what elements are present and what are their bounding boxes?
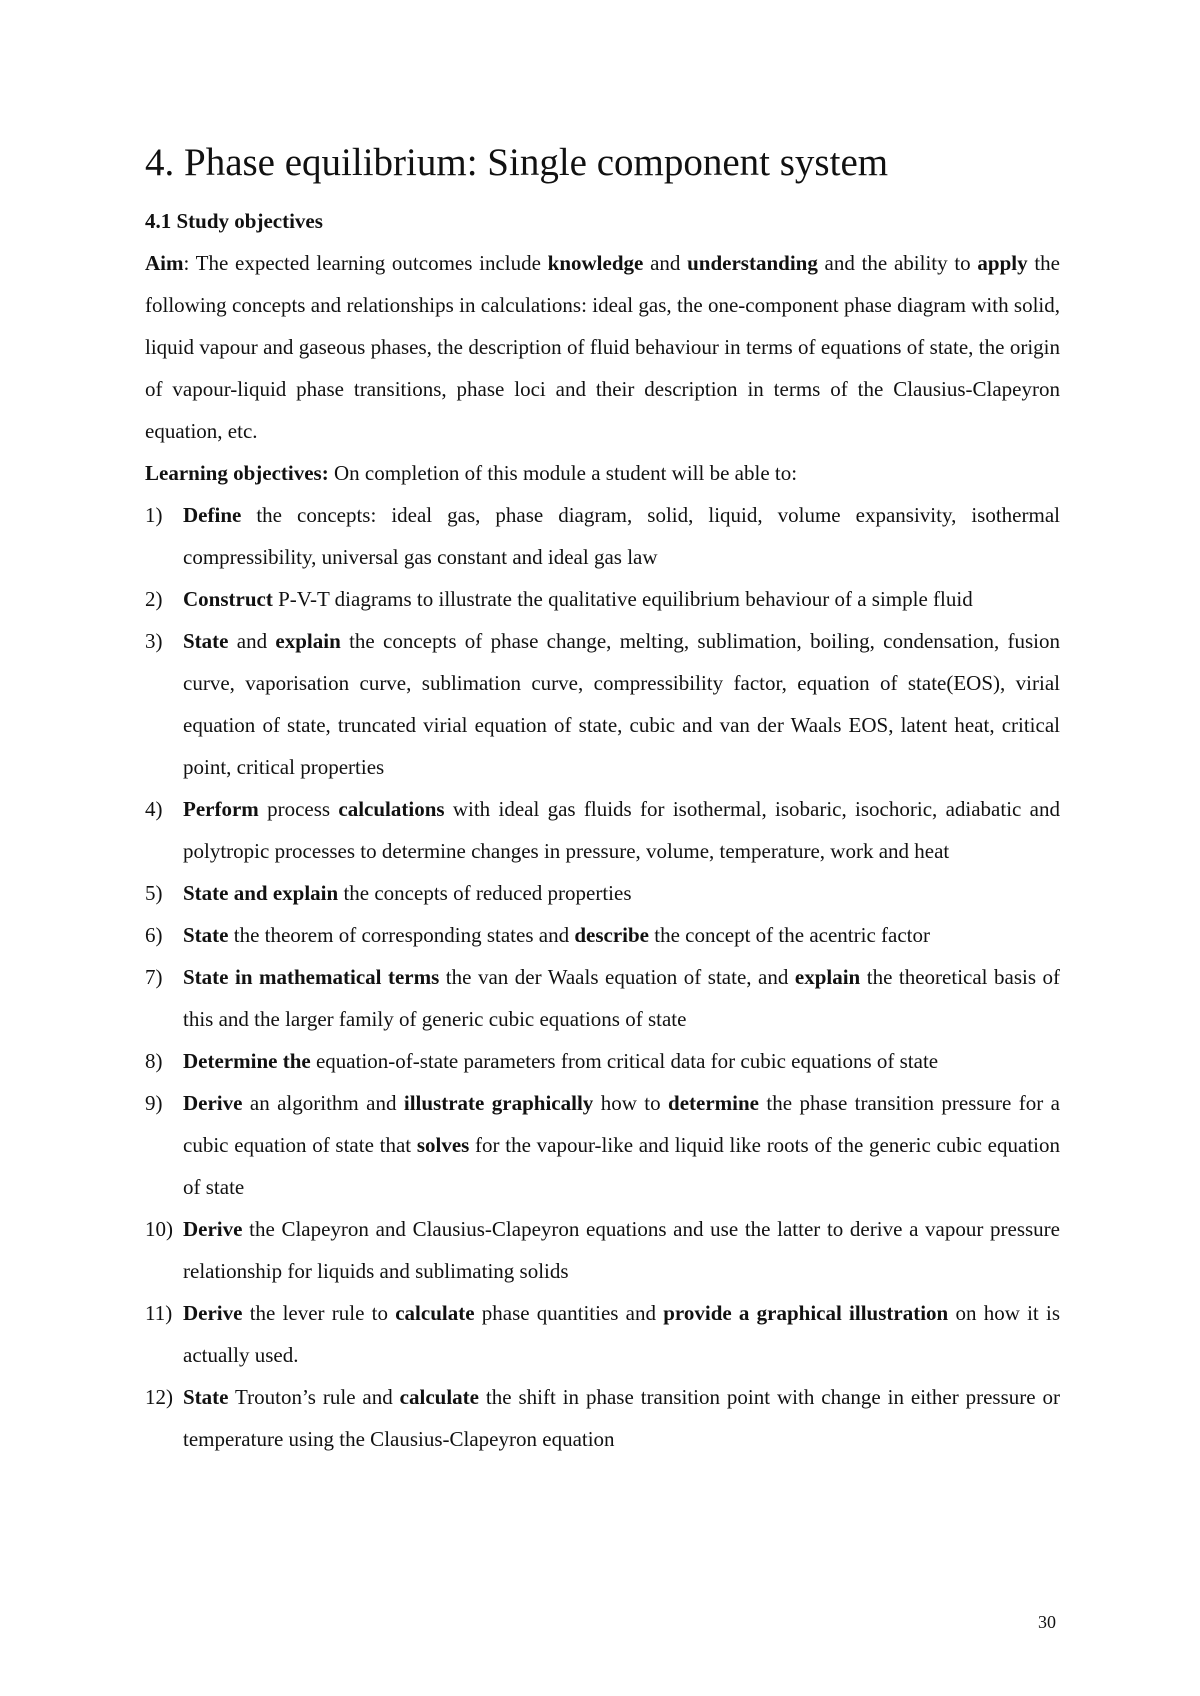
objective-item	[145, 1082, 1060, 1208]
emphasis-text: apply	[977, 251, 1028, 275]
objective-item	[145, 494, 1060, 578]
page-number: 30	[1038, 1612, 1056, 1632]
emphasis-text: Derive	[183, 1217, 243, 1241]
emphasis-text: calculate	[399, 1385, 479, 1409]
objective-number: 4)	[145, 797, 163, 821]
body-text: : The expected learning outcomes include	[183, 251, 548, 275]
emphasis-text: Define	[183, 503, 242, 527]
objective-item	[145, 1208, 1060, 1292]
body-text: the phase transition pressure for a cubic equation of state that	[183, 1091, 1060, 1157]
emphasis-text: explain	[794, 965, 861, 989]
body-text: and the ability to	[817, 251, 978, 275]
body-text: the shift in phase transition point with change in either pressure or temperature using the Clausius-Clapeyron equation	[183, 1385, 1060, 1451]
objective-number: 9)	[145, 1091, 163, 1115]
objective-number: 7)	[145, 965, 163, 989]
body-text: the theorem of corresponding states and	[228, 923, 575, 947]
objective-text	[183, 1049, 938, 1073]
body-text: the concepts: ideal gas, phase diagram, solid, liquid, volume expansivity, isothermal compressibility, universal gas constant and ideal gas law	[183, 503, 1060, 569]
body-text: for the vapour-like and liquid like roots of the generic cubic equation of state	[183, 1133, 1060, 1199]
body-text: the following concepts and relationships in calculations: ideal gas, the one-component phase diagram with solid, liquid vapour and gaseous phases, the description of fluid behaviour in terms of equations of state, the origin of vapour-liquid phase transitions, phase loci and their description in terms of the Clausius-Clapeyron equation, etc.	[145, 251, 1060, 443]
objective-item	[145, 956, 1060, 1040]
body-text: the concepts of reduced properties	[338, 881, 632, 905]
objective-item	[145, 914, 1060, 956]
body-text: phase quantities and	[474, 1301, 664, 1325]
emphasis-text: determine	[668, 1091, 759, 1115]
section-heading: 4.1 Study objectives	[145, 209, 323, 233]
chapter-title: 4. Phase equilibrium: Single component system	[145, 141, 889, 184]
body-text: process	[258, 797, 339, 821]
emphasis-text: Construct	[183, 587, 273, 611]
aim-label: Aim	[145, 251, 184, 275]
objective-item	[145, 578, 1060, 620]
emphasis-text: State	[183, 1385, 229, 1409]
emphasis-text: Perform	[183, 797, 259, 821]
objective-number: 11)	[145, 1301, 173, 1325]
objective-text	[183, 587, 973, 611]
objective-text	[183, 797, 1060, 863]
emphasis-text: calculations	[338, 797, 445, 821]
emphasis-text: Derive	[183, 1091, 243, 1115]
emphasis-text: State and explain	[183, 881, 339, 905]
body-text: the lever rule to	[242, 1301, 396, 1325]
emphasis-text: explain	[275, 629, 341, 653]
objectives-list	[145, 494, 1060, 1460]
aim-paragraph	[145, 242, 1060, 452]
emphasis-text: illustrate graphically	[403, 1091, 594, 1115]
objective-number: 1)	[145, 503, 163, 527]
emphasis-text: knowledge	[547, 251, 644, 275]
body-text: and	[228, 629, 276, 653]
emphasis-text: State	[183, 629, 229, 653]
objective-number: 5)	[145, 881, 163, 905]
objective-item	[145, 1040, 1060, 1082]
emphasis-text: understanding	[687, 251, 818, 275]
body-text: the concepts of phase change, melting, sublimation, boiling, condensation, fusion curve, vaporisation curve, sublimation curve, compressibility factor, equation of state(EOS), virial equation of state, truncated virial equation of state, cubic and van der Waals EOS, latent heat, critical point, critical properties	[183, 629, 1060, 779]
objective-text	[183, 923, 930, 947]
emphasis-text: provide a graphical illustration	[663, 1301, 949, 1325]
emphasis-text: describe	[574, 923, 649, 947]
emphasis-text: Determine the	[183, 1049, 311, 1073]
body-text: the Clapeyron and Clausius-Clapeyron equations and use the latter to derive a vapour pressure relationship for liquids and sublimating solids	[183, 1217, 1060, 1283]
aim-body	[145, 251, 1060, 443]
emphasis-text: Derive	[183, 1301, 243, 1325]
emphasis-text: State in mathematical terms	[183, 965, 440, 989]
body-text: Trouton’s rule and	[228, 1385, 400, 1409]
body-text: equation-of-state parameters from critical data for cubic equations of state	[310, 1049, 939, 1073]
body-text: P-V-T diagrams to illustrate the qualitative equilibrium behaviour of a simple fluid	[272, 587, 973, 611]
objective-number: 10)	[145, 1217, 173, 1241]
learning-objectives-label: Learning objectives:	[145, 461, 329, 485]
objective-item	[145, 1376, 1060, 1460]
emphasis-text: State	[183, 923, 229, 947]
objective-item	[145, 788, 1060, 872]
objective-text	[183, 881, 632, 905]
emphasis-text: calculate	[395, 1301, 475, 1325]
objective-text	[183, 503, 1060, 569]
objective-number: 3)	[145, 629, 163, 653]
emphasis-text: solves	[416, 1133, 470, 1157]
body-text: how to	[593, 1091, 669, 1115]
body-text: the concept of the acentric factor	[648, 923, 930, 947]
body-text: and	[643, 251, 688, 275]
objective-item	[145, 620, 1060, 788]
page-content	[145, 138, 1060, 1460]
body-text: the theoretical basis of this and the larger family of generic cubic equations of state	[183, 965, 1061, 1031]
body-text: with ideal gas fluids for isothermal, isobaric, isochoric, adiabatic and polytropic processes to determine changes in pressure, volume, temperature, work and heat	[183, 797, 1060, 863]
objective-text	[183, 1385, 1060, 1451]
body-text: an algorithm and	[242, 1091, 404, 1115]
objective-item	[145, 1292, 1060, 1376]
learning-objectives-intro	[145, 452, 1060, 494]
body-text: the van der Waals equation of state, and	[439, 965, 795, 989]
objective-number: 12)	[145, 1385, 173, 1409]
objective-number: 8)	[145, 1049, 163, 1073]
objective-text	[183, 1217, 1060, 1283]
body-text: on how it is actually used.	[183, 1301, 1060, 1367]
objective-text	[183, 1091, 1060, 1199]
learning-objectives-text: On completion of this module a student will be able to:	[328, 461, 798, 485]
objective-item	[145, 872, 1060, 914]
objective-number: 2)	[145, 587, 163, 611]
objective-text	[183, 1301, 1060, 1367]
objective-number: 6)	[145, 923, 163, 947]
objective-text	[183, 629, 1060, 779]
objective-text	[183, 965, 1060, 1031]
